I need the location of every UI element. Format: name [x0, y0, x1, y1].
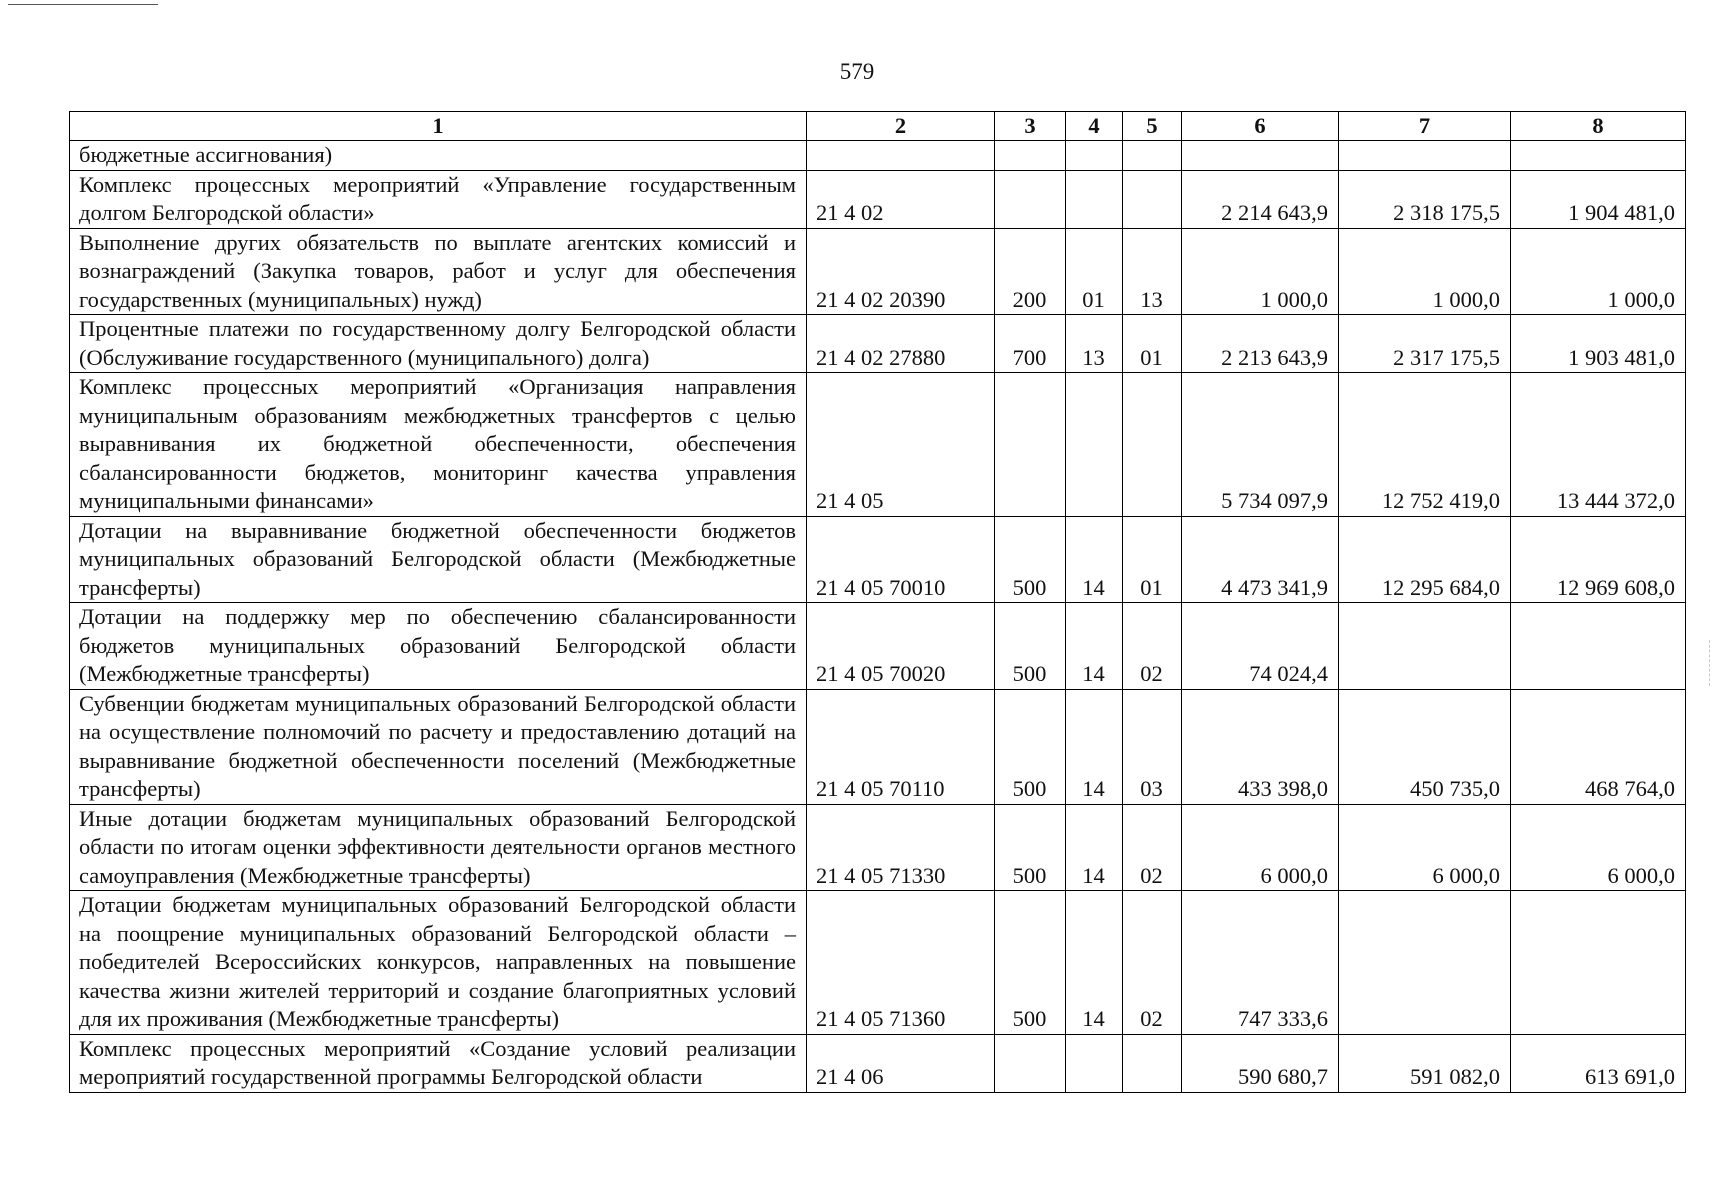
row-name: Процентные платежи по государственному долгу Белгородской области (Обслуживание государственного (муниципального) долга): [70, 315, 807, 373]
row-value-6: 2 214 643,9: [1182, 170, 1339, 228]
row-col3: [995, 1034, 1066, 1092]
header-cell: 1: [70, 112, 807, 141]
row-code: 21 4 05 71360: [807, 891, 995, 1035]
table-row: [70, 170, 1686, 228]
row-name: Дотации на выравнивание бюджетной обеспеченности бюджетов муниципальных образований Белгородской области (Межбюджетные трансферты): [70, 516, 807, 603]
header-cell: 5: [1123, 112, 1182, 141]
page-number: 579: [839, 59, 875, 84]
row-value-8: [1511, 141, 1686, 171]
row-value-6: 6 000,0: [1182, 804, 1339, 891]
row-value-6: 433 398,0: [1182, 689, 1339, 804]
row-value-8: 13 444 372,0: [1511, 373, 1686, 517]
row-col5: [1123, 141, 1182, 171]
row-col4: 14: [1066, 689, 1123, 804]
row-value-8: [1511, 603, 1686, 690]
row-col3: 500: [995, 689, 1066, 804]
row-value-8: 6 000,0: [1511, 804, 1686, 891]
row-col4: 14: [1066, 603, 1123, 690]
row-col4: [1066, 141, 1123, 171]
table-row: [70, 373, 1686, 517]
table-row: [70, 228, 1686, 315]
row-col3: [995, 373, 1066, 517]
row-col5: [1123, 170, 1182, 228]
row-col4: 01: [1066, 228, 1123, 315]
row-col3: 500: [995, 804, 1066, 891]
header-cell: 6: [1182, 112, 1339, 141]
row-value-7: [1339, 603, 1511, 690]
row-code: 21 4 05 71330: [807, 804, 995, 891]
row-col5: 02: [1123, 804, 1182, 891]
header-cell: 2: [807, 112, 995, 141]
row-value-7: 2 317 175,5: [1339, 315, 1511, 373]
row-col3: 500: [995, 603, 1066, 690]
row-value-8: 468 764,0: [1511, 689, 1686, 804]
row-name: Комплекс процессных мероприятий «Управление государственным долгом Белгородской области»: [70, 170, 807, 228]
row-code: 21 4 02: [807, 170, 995, 228]
row-col5: 01: [1123, 516, 1182, 603]
row-col4: 13: [1066, 315, 1123, 373]
row-name: Дотации на поддержку мер по обеспечению сбалансированности бюджетов муниципальных образований Белгородской области (Межбюджетные трансферты): [70, 603, 807, 690]
row-name: Иные дотации бюджетам муниципальных образований Белгородской области по итогам оценки эффективности деятельности органов местного самоуправления (Межбюджетные трансферты): [70, 804, 807, 891]
row-code: 21 4 05: [807, 373, 995, 517]
header-cell: 3: [995, 112, 1066, 141]
row-col4: [1066, 170, 1123, 228]
table-row: [70, 689, 1686, 804]
table-row: [70, 141, 1686, 171]
table-row: [70, 603, 1686, 690]
row-col4: 14: [1066, 891, 1123, 1035]
row-value-6: [1182, 141, 1339, 171]
row-code: 21 4 02 27880: [807, 315, 995, 373]
row-name: Комплекс процессных мероприятий «Создание условий реализации мероприятий государственной программы Белгородской области: [70, 1034, 807, 1092]
row-value-7: 591 082,0: [1339, 1034, 1511, 1092]
row-col5: 03: [1123, 689, 1182, 804]
row-value-7: [1339, 891, 1511, 1035]
top-rule: [8, 4, 158, 5]
budget-table: [69, 111, 1686, 1093]
table-row: [70, 804, 1686, 891]
row-value-7: 1 000,0: [1339, 228, 1511, 315]
header-cell: 8: [1511, 112, 1686, 141]
row-code: 21 4 05 70110: [807, 689, 995, 804]
row-value-6: 4 473 341,9: [1182, 516, 1339, 603]
row-value-8: [1511, 891, 1686, 1035]
row-col5: 01: [1123, 315, 1182, 373]
row-col5: [1123, 373, 1182, 517]
row-col4: 14: [1066, 804, 1123, 891]
row-col4: [1066, 1034, 1123, 1092]
table-row: [70, 891, 1686, 1035]
header-row: [70, 112, 1686, 141]
row-value-8: 1 000,0: [1511, 228, 1686, 315]
row-value-6: 590 680,7: [1182, 1034, 1339, 1092]
row-value-7: 12 295 684,0: [1339, 516, 1511, 603]
row-col3: [995, 141, 1066, 171]
row-name: Субвенции бюджетам муниципальных образований Белгородской области на осуществление полномочий по расчету и предоставлению дотаций на выравнивание бюджетной обеспеченности поселений (Межбюджетные трансферты): [70, 689, 807, 804]
row-value-7: 2 318 175,5: [1339, 170, 1511, 228]
header-cell: 7: [1339, 112, 1511, 141]
header-cell: 4: [1066, 112, 1123, 141]
row-col3: 500: [995, 891, 1066, 1035]
row-value-6: 5 734 097,9: [1182, 373, 1339, 517]
row-value-7: 6 000,0: [1339, 804, 1511, 891]
row-code: 21 4 02 20390: [807, 228, 995, 315]
row-col4: [1066, 373, 1123, 517]
row-value-6: 74 024,4: [1182, 603, 1339, 690]
row-col4: 14: [1066, 516, 1123, 603]
row-value-8: 1 903 481,0: [1511, 315, 1686, 373]
scan-edge-mark: [1701, 640, 1710, 686]
row-col3: 500: [995, 516, 1066, 603]
row-value-6: 1 000,0: [1182, 228, 1339, 315]
row-col5: 02: [1123, 891, 1182, 1035]
row-value-7: 12 752 419,0: [1339, 373, 1511, 517]
table-row: [70, 315, 1686, 373]
table-row: [70, 1034, 1686, 1092]
row-code: [807, 141, 995, 171]
row-value-6: 747 333,6: [1182, 891, 1339, 1035]
row-code: 21 4 05 70010: [807, 516, 995, 603]
row-name: Комплекс процессных мероприятий «Организация направления муниципальным образованиям межбюджетных трансфертов с целью выравнивания их бюджетной обеспеченности, обеспечения сбалансированности бюджетов, мониторинг качества управления муниципальными финансами»: [70, 373, 807, 517]
row-col3: 700: [995, 315, 1066, 373]
row-col5: 02: [1123, 603, 1182, 690]
row-code: 21 4 05 70020: [807, 603, 995, 690]
row-value-8: 1 904 481,0: [1511, 170, 1686, 228]
row-value-8: 12 969 608,0: [1511, 516, 1686, 603]
row-col3: 200: [995, 228, 1066, 315]
row-value-7: 450 735,0: [1339, 689, 1511, 804]
row-col3: [995, 170, 1066, 228]
row-value-7: [1339, 141, 1511, 171]
row-code: 21 4 06: [807, 1034, 995, 1092]
row-name: бюджетные ассигнования): [70, 141, 807, 171]
row-value-6: 2 213 643,9: [1182, 315, 1339, 373]
table-row: [70, 516, 1686, 603]
row-col5: [1123, 1034, 1182, 1092]
row-value-8: 613 691,0: [1511, 1034, 1686, 1092]
row-name: Дотации бюджетам муниципальных образований Белгородской области на поощрение муниципальных образований Белгородской области – победителей Всероссийских конкурсов, направленных на повышение качества жизни жителей территорий и создание благоприятных условий для их проживания (Межбюджетные трансферты): [70, 891, 807, 1035]
row-col5: 13: [1123, 228, 1182, 315]
row-name: Выполнение других обязательств по выплате агентских комиссий и вознаграждений (Закупка товаров, работ и услуг для обеспечения государственных (муниципальных) нужд): [70, 228, 807, 315]
